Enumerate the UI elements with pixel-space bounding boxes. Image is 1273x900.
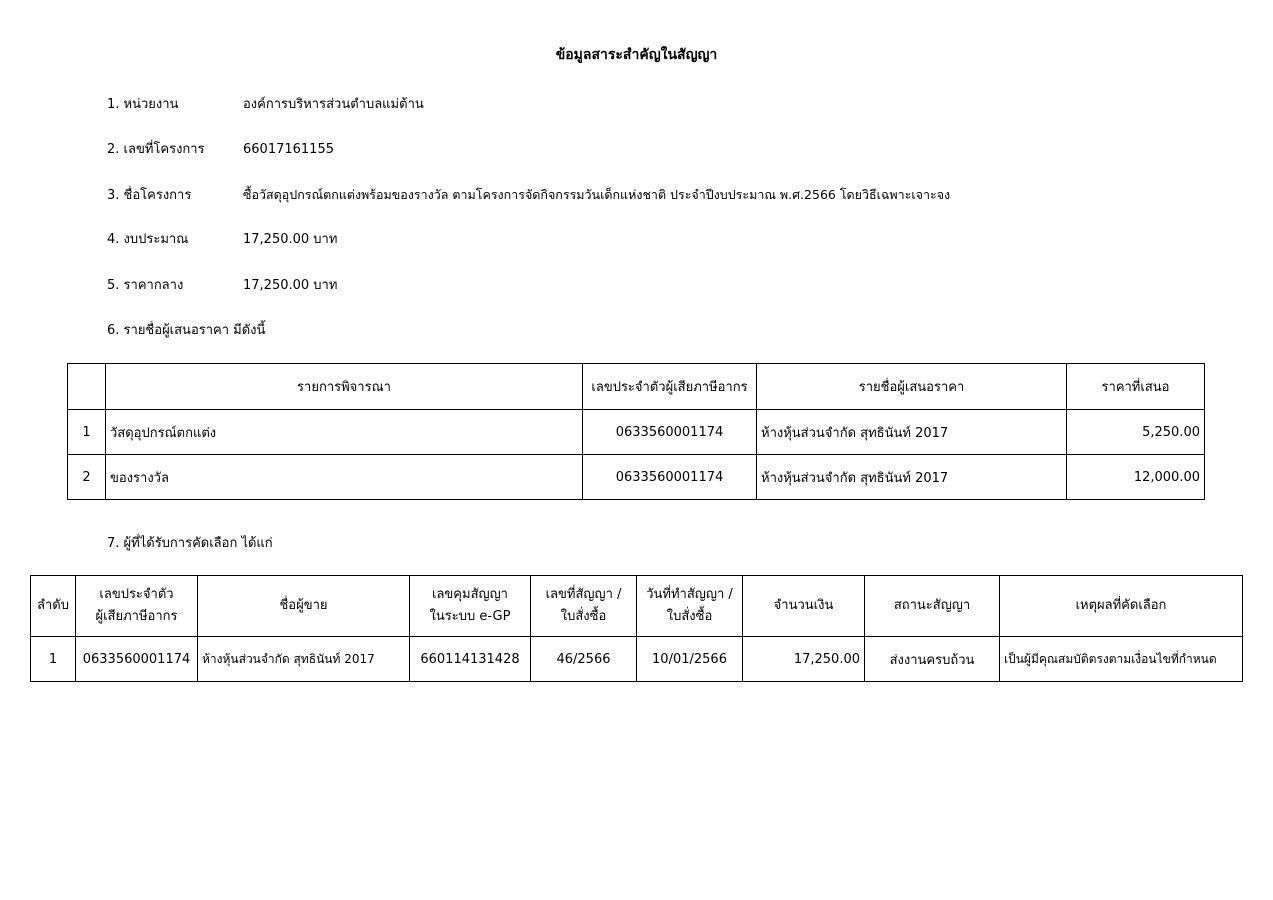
table-cell: 660114131428 <box>410 637 531 682</box>
header-cell <box>743 576 865 637</box>
table-cell: 0633560001174 <box>583 410 757 455</box>
field-label: 2. เลขที่โครงการ <box>107 142 205 157</box>
field-value: ซื้อวัสดุอุปกรณ์ตกแต่งพร้อมของรางวัล ตามโครงการจัดกิจกรรมวันเด็กแห่งชาติ ประจำปีงบประมาณ พ.ศ.2566 โดยวิธีเฉพาะเจาะจง <box>243 187 951 202</box>
header-line: ใบสั่งซื้อ <box>666 609 713 624</box>
header-cell <box>68 364 106 410</box>
header-cell <box>637 576 743 637</box>
table-cell: 0633560001174 <box>583 455 757 500</box>
table-row <box>68 410 1205 455</box>
table-cell: 17,250.00 <box>743 637 865 682</box>
table-cell: ของรางวัล <box>106 455 583 500</box>
section-bidders-heading: 6. รายชื่อผู้เสนอราคา มีดังนี้ <box>107 323 266 338</box>
header-line: สถานะสัญญา <box>893 598 971 613</box>
header-line: ลำดับ <box>37 598 69 613</box>
header-cell <box>410 576 531 637</box>
field-project-number <box>107 140 334 160</box>
header-line: เลขคุมสัญญา <box>432 587 508 602</box>
table-cell: 5,250.00 <box>1067 410 1205 455</box>
field-value: 66017161155 <box>243 142 334 157</box>
table-cell: ห้างหุ้นส่วนจำกัด สุทธินันท์ 2017 <box>757 455 1067 500</box>
header-line: จำนวนเงิน <box>773 598 834 613</box>
header-line: ใบสั่งซื้อ <box>560 609 607 624</box>
header-cell: รายชื่อผู้เสนอราคา <box>757 364 1067 410</box>
field-project-name <box>107 185 950 205</box>
table-row <box>31 637 1243 682</box>
header-cell: รายการพิจารณา <box>106 364 583 410</box>
table-cell: ห้างหุ้นส่วนจำกัด สุทธินันท์ 2017 <box>757 410 1067 455</box>
header-cell <box>1000 576 1243 637</box>
header-line: เหตุผลที่คัดเลือก <box>1075 598 1167 613</box>
field-value: 17,250.00 บาท <box>243 232 338 247</box>
field-budget <box>107 230 337 250</box>
header-cell: เลขประจำตัวผู้เสียภาษีอากร <box>583 364 757 410</box>
table-cell: 46/2566 <box>531 637 637 682</box>
table-cell: ส่งงานครบถ้วน <box>865 637 1000 682</box>
table-cell: 12,000.00 <box>1067 455 1205 500</box>
header-cell <box>198 576 410 637</box>
field-value: 17,250.00 บาท <box>243 278 338 293</box>
header-cell <box>531 576 637 637</box>
field-label: 3. ชื่อโครงการ <box>107 188 192 203</box>
table-row <box>68 455 1205 500</box>
table-cell: วัสดุอุปกรณ์ตกแต่ง <box>106 410 583 455</box>
document-title: ข้อมูลสาระสำคัญในสัญญา <box>555 47 718 63</box>
header-cell <box>31 576 76 637</box>
field-label: 5. ราคากลาง <box>107 278 184 293</box>
table-cell: 0633560001174 <box>76 637 198 682</box>
field-median-price <box>107 276 337 296</box>
header-line: ในระบบ e-GP <box>429 609 511 624</box>
header-line: เลขที่สัญญา / <box>545 587 622 602</box>
header-line: เลขประจำตัว <box>99 587 174 602</box>
header-line: วันที่ทำสัญญา / <box>646 587 733 602</box>
field-value: องค์การบริหารส่วนตำบลแม่ต้าน <box>243 97 424 112</box>
section-selected-heading: 7. ผู้ที่ได้รับการคัดเลือก ได้แก่ <box>107 536 273 551</box>
field-label: 1. หน่วยงาน <box>107 97 179 112</box>
table-header-row <box>68 364 1205 410</box>
header-line: ชื่อผู้ขาย <box>279 598 328 613</box>
header-cell <box>76 576 198 637</box>
table-cell: 1 <box>31 637 76 682</box>
header-cell: ราคาที่เสนอ <box>1067 364 1205 410</box>
table-cell: 2 <box>68 455 106 500</box>
header-cell <box>865 576 1000 637</box>
table-cell: 1 <box>68 410 106 455</box>
table-cell: ห้างหุ้นส่วนจำกัด สุทธินันท์ 2017 <box>198 637 410 682</box>
bidders-table <box>67 363 1205 500</box>
table-cell: 10/01/2566 <box>637 637 743 682</box>
header-line: ผู้เสียภาษีอากร <box>95 609 178 624</box>
field-label: 4. งบประมาณ <box>107 232 189 247</box>
table-cell: เป็นผู้มีคุณสมบัติตรงตามเงื่อนไขที่กำหนด <box>1000 637 1243 682</box>
table-header-row <box>31 576 1243 637</box>
selected-vendor-table <box>30 575 1243 682</box>
field-agency <box>107 95 424 115</box>
